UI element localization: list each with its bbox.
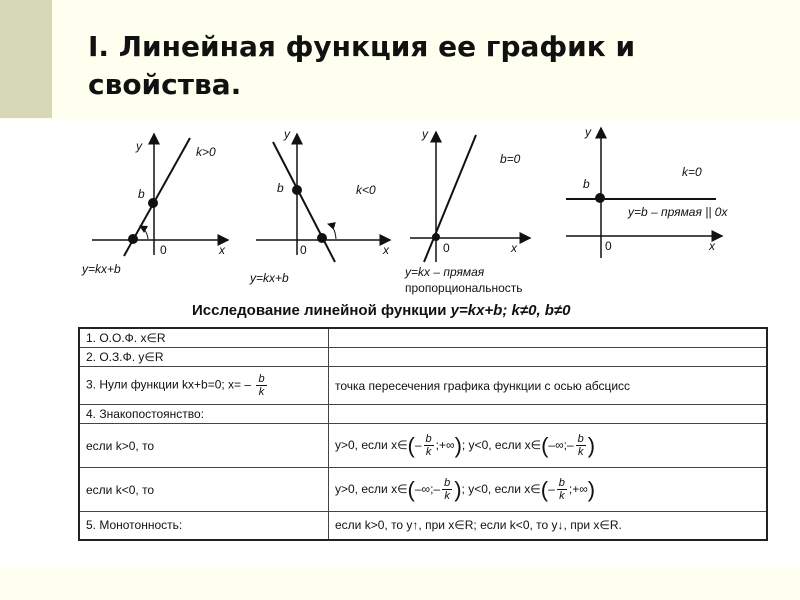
table-cell: y>0, если x∈(– $\frac{b}{k}$ ;+∞); y<0, если x∈(–∞;– $\frac{b}{k}$ )	[329, 424, 768, 468]
table-cell: 1. О.О.Ф. x∈R	[79, 328, 329, 348]
y-axis-label: y	[136, 139, 142, 153]
angle-arc	[328, 224, 336, 239]
fraction-denominator: k	[559, 490, 565, 502]
graph-b-zero	[404, 127, 530, 295]
table-row	[79, 424, 767, 468]
interval-prefix: –	[414, 437, 422, 452]
graph-note: y=b – прямая || 0x	[628, 205, 728, 219]
fraction-denominator: k	[258, 386, 265, 398]
table-heading-formula: y=kx+b	[450, 302, 503, 319]
fraction	[256, 373, 266, 398]
condition-label: b=0	[500, 152, 521, 166]
y-intercept-point	[595, 193, 605, 203]
graph-caption-line2: пропорциональность	[405, 281, 523, 295]
interval-prefix: –∞;–	[414, 481, 441, 496]
table-heading-condition: ; k≠0, b≠0	[502, 302, 571, 319]
graph-k-negative	[249, 127, 390, 285]
angle-arc	[140, 226, 148, 239]
origin-label: 0	[443, 241, 450, 255]
graph-caption: y=kx – прямая	[405, 265, 485, 279]
table-cell: y>0, если x∈(–∞;– $\frac{b}{k}$ ); y<0, если x∈(– $\frac{b}{k}$ ;+∞)	[329, 468, 768, 512]
x-axis-label: x	[383, 243, 389, 257]
x-intercept-point	[128, 234, 138, 244]
sign-negative-text: ; y<0, если x∈	[461, 481, 541, 496]
table-cell	[329, 348, 768, 367]
condition-label: k<0	[356, 183, 376, 197]
table-row	[79, 512, 767, 540]
table-heading	[192, 302, 571, 319]
table-cell: 2. О.З.Ф. y∈R	[79, 348, 329, 367]
fraction-numerator: b	[558, 477, 565, 489]
sign-positive-text: y>0, если x∈	[335, 437, 408, 452]
x-axis-label: x	[219, 243, 225, 257]
b-label: b	[277, 181, 284, 195]
properties-table	[78, 327, 768, 541]
sign-positive-text: y>0, если x∈	[335, 481, 408, 496]
fraction	[424, 433, 434, 458]
table-heading-text: Исследование линейной функции	[192, 302, 451, 319]
table-cell: точка пересечения графика функции с осью абсцисс	[329, 367, 768, 405]
table-cell: если k<0, то	[79, 468, 329, 512]
fraction	[442, 477, 452, 502]
table-cell	[329, 405, 768, 424]
table-cell: если k>0, то	[79, 424, 329, 468]
fraction-numerator: b	[258, 373, 265, 385]
y-axis-label: y	[585, 125, 591, 139]
y-intercept-point	[148, 198, 158, 208]
table-cell	[329, 328, 768, 348]
table-row	[79, 468, 767, 512]
table-row	[79, 348, 767, 367]
b-label: b	[138, 187, 145, 201]
fraction-numerator: b	[577, 433, 584, 445]
table-row	[79, 405, 767, 424]
origin-label: 0	[160, 243, 167, 257]
interval-prefix: –∞;–	[548, 437, 574, 452]
fraction	[557, 477, 567, 502]
graph-k-zero	[566, 125, 728, 258]
table-cell: 5. Монотонность:	[79, 512, 329, 540]
table-row	[79, 367, 767, 405]
table-cell: если k>0, то y↑, при x∈R; если k<0, то y↓, при x∈R.	[329, 512, 768, 540]
interval-suffix: ;+∞	[568, 481, 588, 496]
fraction-numerator: b	[444, 477, 451, 489]
condition-label: k>0	[196, 145, 216, 159]
x-axis-label: x	[511, 241, 517, 255]
fraction-numerator: b	[425, 433, 432, 445]
slide-title: I. Линейная функция ее график и свойства.	[88, 30, 636, 101]
fraction-denominator: k	[444, 490, 450, 502]
origin-point	[432, 233, 440, 241]
condition-label: k=0	[682, 165, 702, 179]
origin-label: 0	[605, 239, 612, 253]
interval-prefix: –	[548, 481, 555, 496]
interval-suffix: ;+∞	[435, 437, 455, 452]
b-label: b	[583, 177, 590, 191]
x-intercept-point	[317, 233, 327, 243]
y-intercept-point	[292, 185, 302, 195]
y-axis-label: y	[422, 127, 428, 141]
graph-caption: y=kx+b	[250, 271, 289, 285]
minus-sign: –	[244, 377, 252, 392]
graph-caption: y=kx+b	[82, 262, 121, 276]
zeros-label: 3. Нули функции kx+b=0; x=	[86, 377, 242, 392]
fraction-denominator: k	[577, 446, 584, 458]
graph-k-positive	[81, 134, 228, 276]
fraction	[576, 433, 586, 458]
x-axis-label: x	[709, 239, 715, 253]
y-axis-label: y	[284, 127, 290, 141]
origin-label: 0	[300, 243, 307, 257]
table-row	[79, 328, 767, 348]
table-cell: 4. Знакопостоянство:	[79, 405, 329, 424]
slide-footer-band	[0, 568, 800, 600]
function-line	[424, 135, 476, 262]
table-cell	[79, 367, 329, 405]
sign-negative-text: ; y<0, если x∈	[461, 437, 542, 452]
fraction-denominator: k	[425, 446, 432, 458]
